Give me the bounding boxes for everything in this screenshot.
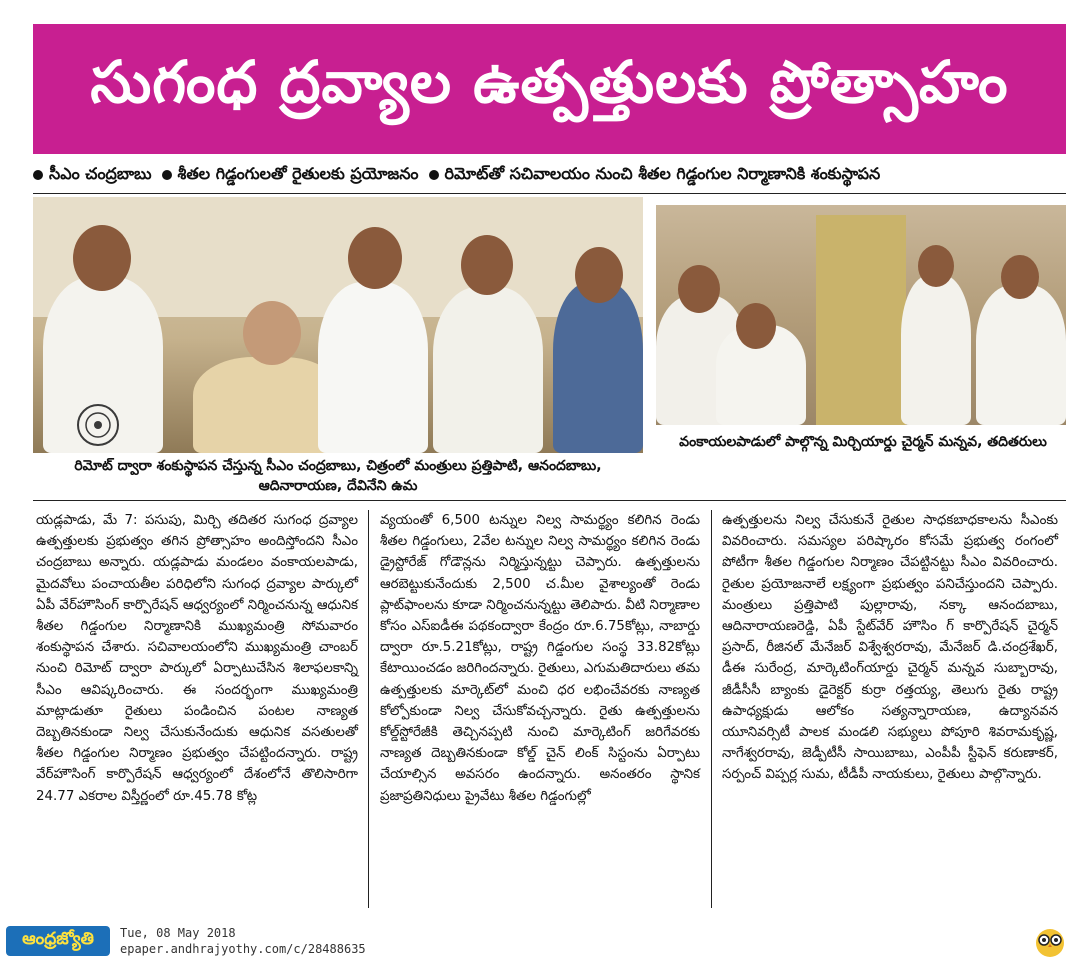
emblem-icon bbox=[73, 402, 123, 448]
person-head bbox=[918, 245, 954, 287]
subhead-item-1: సీఎం చంద్రబాబు bbox=[33, 164, 152, 187]
article-column-1: యడ్లపాడు, మే 7: పసుపు, మిర్చి తదితర సుగంధ ద్రవ్యాల ఉత్పత్తులకు ప్రభుత్వం తగిన ప్రోత్సాహం అందిస్తోందని సీఎం చంద్రబాబు అన్నారు. యడ్లపాడు మండలం వంకాయలపాడు, మైదవోలు పంచాయతీల పరిధిలోని సుగంధ ద్రవ్యాల పార్కులో ఏపీ వేర్‌హౌసింగ్ కార్పొరేషన్ ఆధ్వర్యంలో నిర్మించనున్న ఆధునిక శీతల గిడ్డంగుల నిర్మాణానికి ముఖ్యమంత్రి సోమవారం శంకుస్థాపన చేశారు. సచివాలయంలోని ముఖ్యమంత్రి చాంబర్ నుంచి రిమోట్ ద్వారా పార్కులో ఏర్పాటుచేసిన శిలాఫలకాన్ని సీఎం ఆవిష్కరించారు. ఈ సందర్భంగా ముఖ్యమంత్రి మాట్లాడుతూ రైతులు పండించిన పంటల నాణ్యత దెబ్బతినకుండా నిల్వ చేసుకునేందుకు ఆధునిక వసతులతో శీతల గిడ్డంగుల నిర్మాణం ప్రభుత్వం చేపట్టిందన్నారు. రాష్ట్ర వేర్‌హౌసింగ్ కార్పొరేషన్ ఆధ్వర్యంలో దేశంలోనే తొలిసారిగా 24.77 ఎకరాల విస్తీర్ణంలో రూ.45.78 కోట్ల bbox=[36, 513, 358, 804]
footer-meta bbox=[120, 925, 366, 957]
person-head bbox=[1001, 255, 1039, 299]
person-head bbox=[461, 235, 513, 295]
subheadline bbox=[33, 160, 1066, 190]
person-head bbox=[348, 227, 402, 289]
owl-icon[interactable] bbox=[1033, 924, 1067, 958]
person-head bbox=[736, 303, 776, 349]
top-divider bbox=[33, 193, 1066, 194]
column-rule bbox=[711, 510, 712, 908]
person-head bbox=[243, 301, 301, 365]
epaper-url[interactable]: epaper.andhrajyothy.com/c/28488635 bbox=[120, 942, 366, 956]
person-head bbox=[678, 265, 720, 313]
column-rule bbox=[368, 510, 369, 908]
subhead-item-2: శీతల గిడ్డంగులతో రైతులకు ప్రయోజనం bbox=[162, 164, 419, 187]
article-column-3: ఉత్పత్తులను నిల్వ చేసుకునే రైతుల సాధకబాధకాలను సీఎంకు వివరించారు. సమస్యల పరిష్కారం కోసమే ప్రభుత్వ రంగంలో పోటీగా శీతల గిడ్డంగుల నిర్మాణం చేపట్టినట్టు సీఎం వివరించారు. రైతుల ప్రయోజనాలే లక్ష్యంగా ప్రభుత్వం పనిచేస్తుందని చెప్పారు. మంత్రులు ప్రత్తిపాటి పుల్లారావు, నక్కా ఆనందబాబు, ఆదినారాయణరెడ్డి, ఏపీ స్టేట్‌వేర్ హౌసిం గ్ కార్పొరేషన్ చైర్మన్ ప్రసాద్, రీజినల్ మేనేజర్ విశ్వేశ్వరరావు, మేనేజర్ డి.చంద్రశేఖర్, డీఈ సురేంద్ర, మార్కెటింగ్‌యార్డు చైర్మన్ మన్నవ సుబ్బారావు, జీడీసీసీ బ్యాంకు డైరెక్టర్ కుర్రా రత్తయ్య, తెలుగు రైతు రాష్ట్ర ఉపాధ్యక్షుడు ఆలోకం సత్యన్నారాయణ, ఉద్యానవన యూనివర్సిటీ పాలక మండలి సభ్యులు పోపూరి శివరామకృష్ణ, నాగేశ్వరరావు, జెడ్పీటీసీ సాయిబాబు, ఎంపీపీ స్టీఫెన్ కరుణాకర్, సర్పంచ్ విప్పర్ల సుమ, టీడీపీ నాయకులు, రైతులు పాల్గొన్నారు. bbox=[722, 513, 1058, 783]
subhead-item-3: రిమోట్‌తో సచివాలయం నుంచి శీతల గిడ్డంగుల నిర్మాణానికి శంకుస్థాపన bbox=[429, 164, 881, 187]
bullet-icon bbox=[33, 170, 43, 180]
person-head bbox=[73, 225, 131, 291]
photo-caption-right: వంకాయలపాడులో పాల్గొన్న మిర్చియార్డు చైర్మన్ మన్నవ, తదితరులు bbox=[679, 434, 1047, 450]
andhrajyothy-logo[interactable]: ఆంధ్రజ్యోతి bbox=[6, 926, 110, 956]
article-column-2: వ్యయంతో 6,500 టన్నుల నిల్వ సామర్థ్యం కలిగిన రెండు శీతల గిడ్డంగులు, 2వేల టన్నుల నిల్వ సామర్థ్యం కలిగిన రెండు డ్రైస్టోరేజ్ గోడౌన్లను నిర్మిస్తున్నట్టు చెప్పారు. ఉత్పత్తులను ఆరబెట్టుకునేందుకు 2,500 చ.మీల వైశాల్యంతో రెండు ప్లాట్‌ఫాంలను కూడా నిర్మించనున్నట్టు తెలిపారు. వీటి నిర్మాణాల కోసం ఎస్ఐడీఈ పథకంద్వారా కేంద్రం రూ.6.75కోట్లు, నాబార్డు ద్వారా రూ.5.21కోట్లు, రాష్ట్ర గిడ్డంగుల సంస్థ 33.82కోట్లు కేటాయించడం జరిగిందన్నారు. రైతులు, ఎగుమతిదారులు తమ ఉత్పత్తులకు మార్కెట్‌లో మంచి ధర లభించేవరకు నాణ్యత కోల్పోకుండా నిల్వ చేసుకోవచ్చన్నారు. రైతు ఉత్పత్తులను కోల్డ్‌స్టోరేజీకి తెచ్చినప్పటి నుంచి మార్కెటింగ్ జరిగేవరకు నాణ్యత దెబ్బతినకుండా కోల్డ్ చైన్ లింక్ సిస్టంను ఏర్పాటు చేయాల్సిన అవసరం ఉందన్నారు. అనంతరం స్థానిక ప్రజాప్రతినిధులు ప్రైవేటు శీతల గిడ్డంగుల్లో bbox=[380, 513, 700, 804]
person-shape bbox=[318, 282, 428, 453]
article-divider bbox=[33, 500, 1066, 501]
person-shape bbox=[553, 282, 643, 453]
photo-curtain bbox=[816, 215, 906, 425]
headline: సుగంధ ద్రవ్యాల ఉత్పత్తులకు ప్రోత్సాహం bbox=[33, 24, 1066, 154]
publish-date: Tue, 08 May 2018 bbox=[120, 926, 236, 940]
photo-caption-left: రిమోట్ ద్వారా శంకుస్థాపన చేస్తున్న సీఎం చంద్రబాబు, చిత్రంలో మంత్రులు ప్రత్తిపాటి, ఆనందబాబు, ఆదినారాయణ, దేవినేని ఉమ bbox=[74, 458, 602, 494]
person-shape bbox=[901, 275, 971, 425]
person-shape bbox=[976, 285, 1066, 425]
bullet-icon bbox=[162, 170, 172, 180]
photo-cm-remote-foundation bbox=[33, 197, 643, 453]
bullet-icon bbox=[429, 170, 439, 180]
footer bbox=[0, 920, 1077, 962]
person-shape bbox=[433, 287, 543, 453]
person-head bbox=[575, 247, 623, 303]
photo-vankayalapadu-event bbox=[656, 205, 1066, 425]
